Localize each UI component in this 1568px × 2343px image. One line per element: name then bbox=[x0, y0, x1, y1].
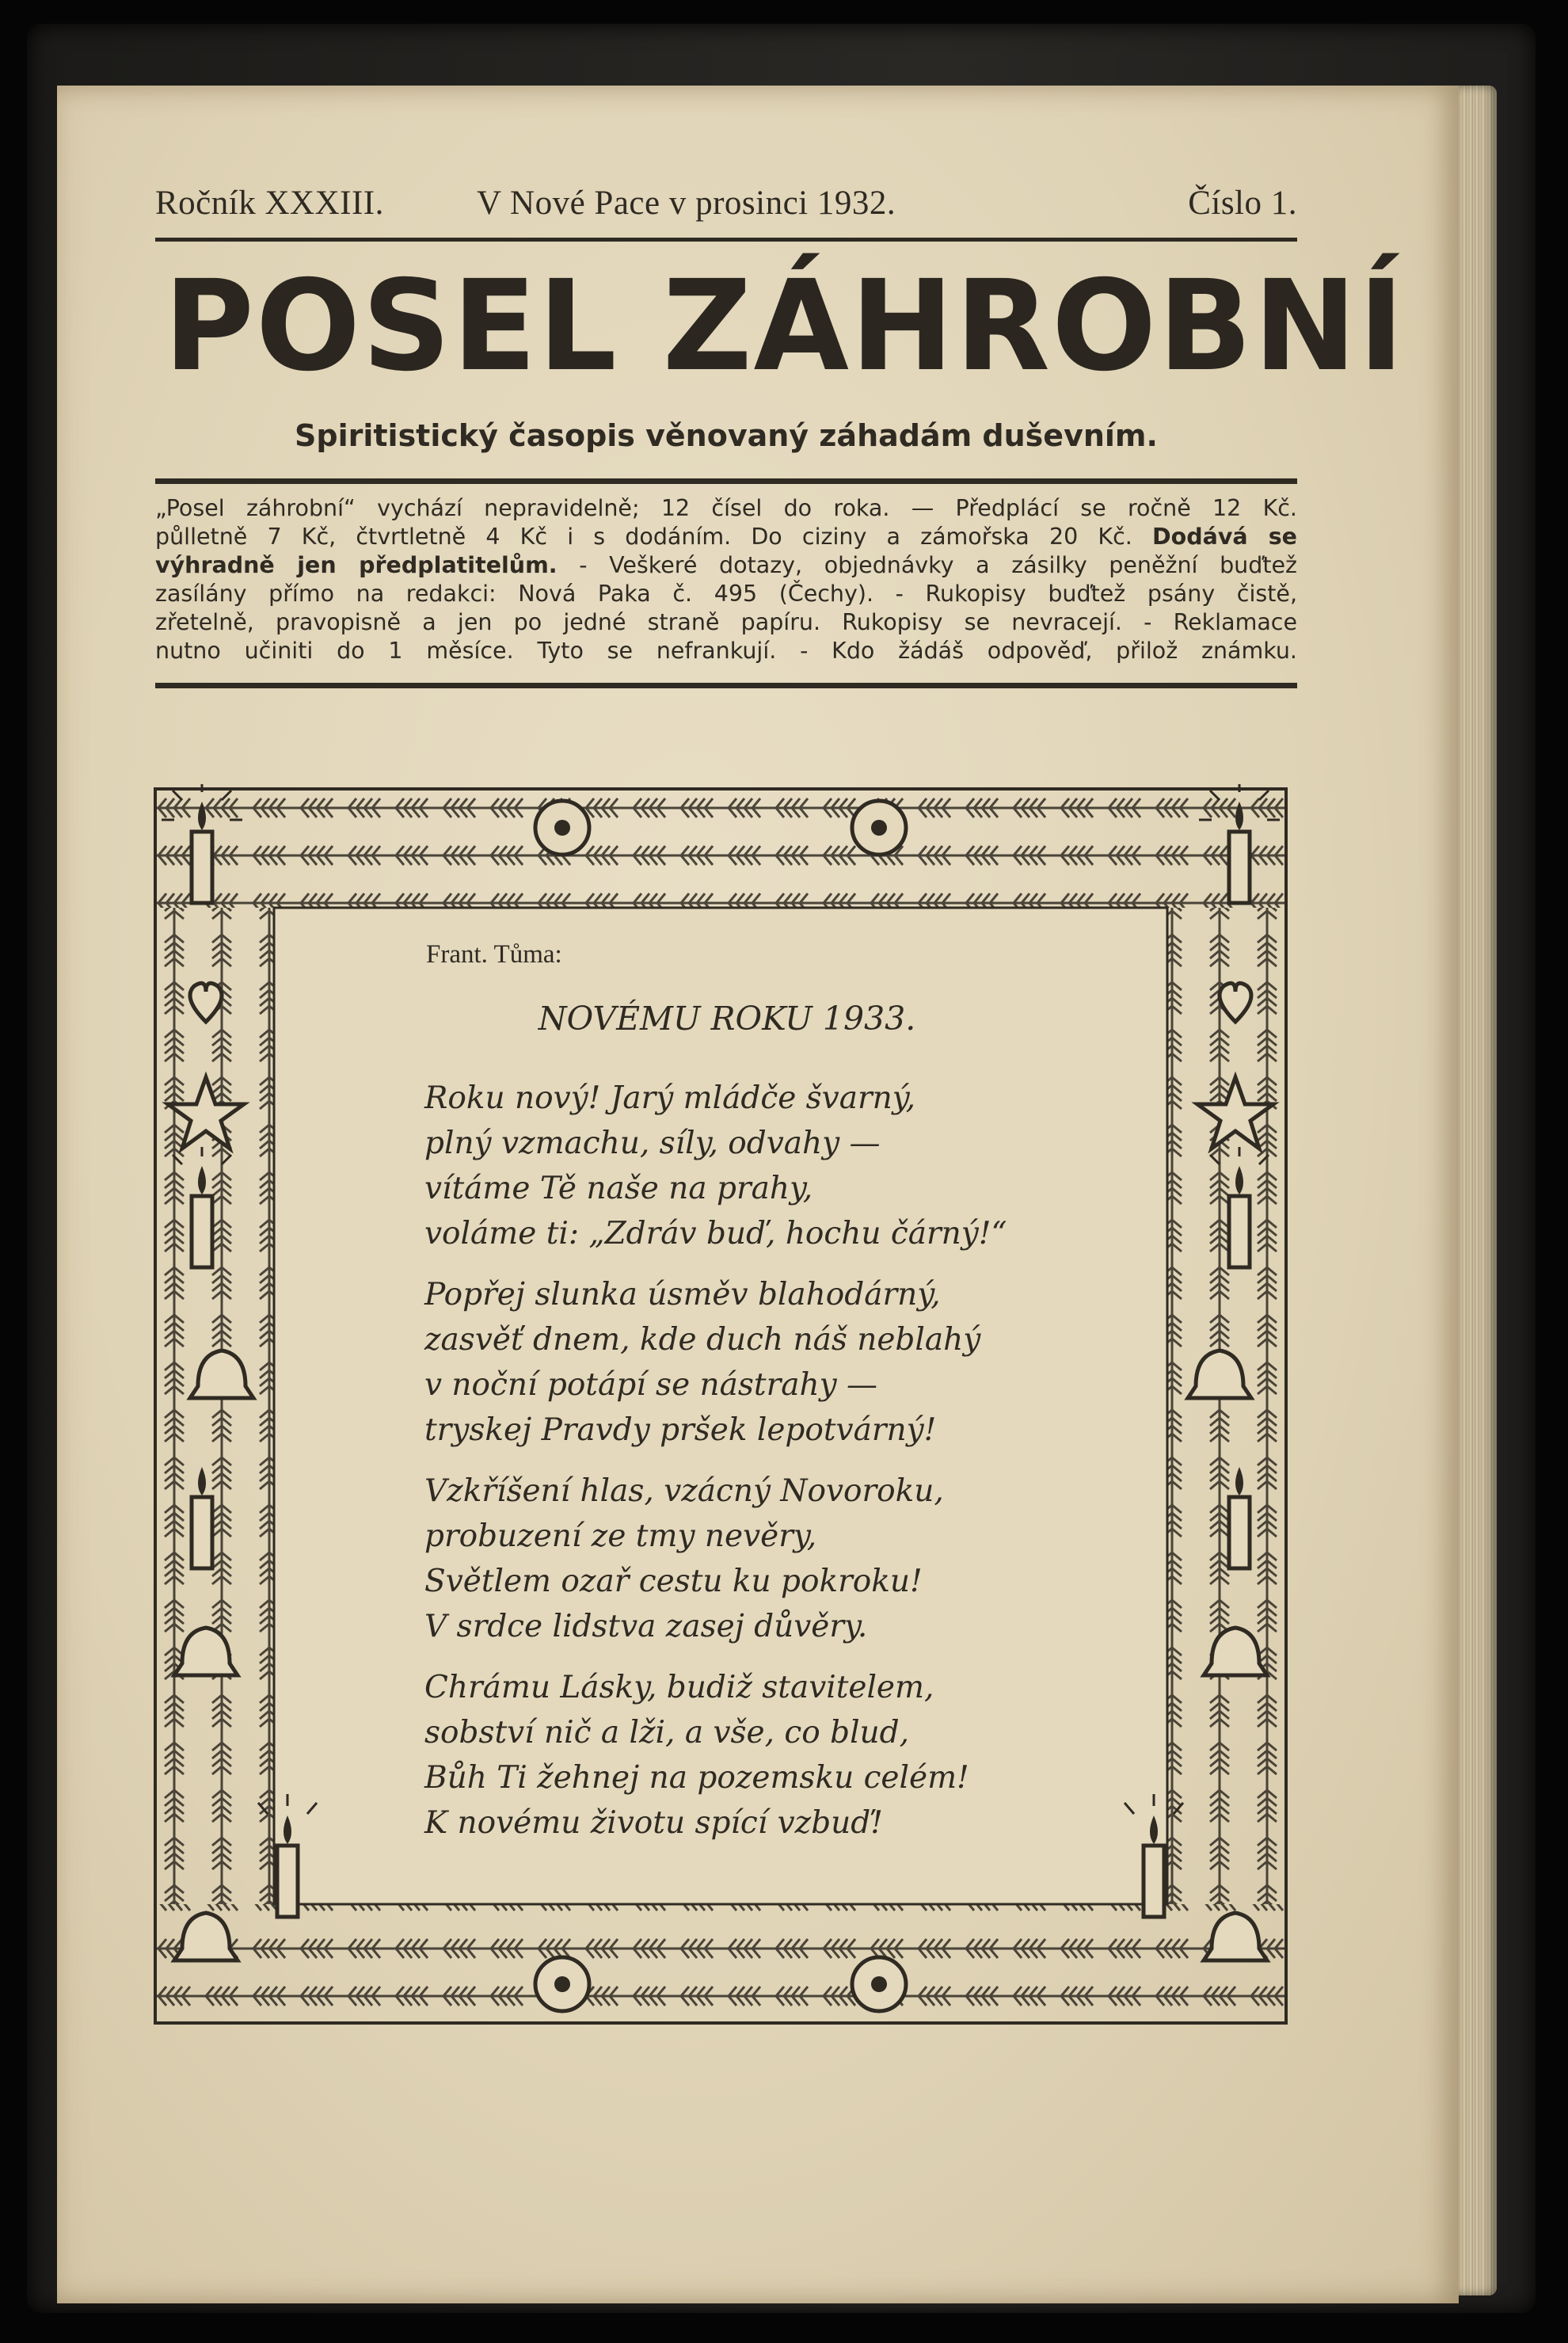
poem-line: v noční potápí se nástrahy — bbox=[424, 1367, 878, 1403]
notice-line: půlletně 7 Kč, čtvrtletně 4 Kč i s dodáním. Do ciziny a zámořska 20 Kč. Dodává se bbox=[155, 524, 1297, 550]
poem-title: NOVÉMU ROKU 1933. bbox=[538, 1000, 916, 1038]
poem-line: tryskej Pravdy pršek lepotvárný! bbox=[424, 1412, 937, 1448]
fir-garland-left bbox=[155, 908, 274, 1904]
candle-ornament bbox=[1229, 1196, 1250, 1267]
notice-line: zasílány přímo na redakci: Nová Paka č. 495 (Čechy). - Rukopisy buďtež psány čistě, bbox=[155, 581, 1297, 607]
candle-ornament bbox=[192, 832, 212, 903]
place-date-label: V Nové Pace v prosinci 1932. bbox=[477, 185, 896, 222]
notice-rule-bottom bbox=[155, 683, 1297, 688]
notice-rule-top bbox=[155, 478, 1297, 484]
poem-line: Světlem ozař cestu ku pokroku! bbox=[424, 1564, 923, 1599]
notice-line: výhradně jen předplatitelům. - Veškeré dotazy, objednávky a zásilky peněžní buďtež bbox=[155, 552, 1297, 578]
poem-stanza bbox=[424, 1272, 980, 1453]
poem-stanza bbox=[424, 1076, 1007, 1256]
poem-line: voláme ti: „Zdráv buď, hochu čárný!“ bbox=[424, 1216, 1007, 1252]
poem-line: Roku nový! Jarý mládče švarný, bbox=[424, 1080, 915, 1116]
issue-number-label: Číslo 1. bbox=[1188, 185, 1297, 222]
magazine-title: POSEL ZÁHROBNÍ bbox=[163, 253, 1406, 399]
poem-stanza bbox=[424, 1469, 944, 1649]
fir-garland-top bbox=[155, 789, 1286, 908]
candle-ornament bbox=[1229, 832, 1250, 903]
magazine-subtitle: Spiritistický časopis věnovaný záhadám duševním. bbox=[295, 418, 1158, 453]
poem-line: V srdce lidstva zasej důvěry. bbox=[424, 1609, 868, 1644]
candle-ornament bbox=[1144, 1846, 1164, 1917]
poem-line: vítáme Tě naše na prahy, bbox=[424, 1171, 813, 1206]
poem-line: sobství nič a lži, a vše, co blud, bbox=[424, 1715, 910, 1751]
poem-line: Popřej slunka úsměv blahodárný, bbox=[424, 1277, 941, 1312]
volume-label: Ročník XXXIII. bbox=[155, 185, 384, 222]
poem-stanza bbox=[424, 1665, 969, 1846]
fir-garland-bottom bbox=[155, 1904, 1286, 2023]
poem-line: Vzkříšení hlas, vzácný Novoroku, bbox=[424, 1473, 944, 1509]
notice-line: nutno učiniti do 1 měsíce. Tyto se nefrankují. - Kdo žádáš odpověď, přilož známku. bbox=[155, 638, 1297, 664]
candle-ornament bbox=[277, 1846, 298, 1917]
notice-line: zřetelně, pravopisně a jen po jedné straně papíru. Rukopisy se nevracejí. - Reklamace bbox=[155, 609, 1297, 635]
poem-line: Bůh Ti žehnej na pozemsku celém! bbox=[424, 1760, 969, 1796]
poem-line: K novému životu spící vzbuď! bbox=[424, 1805, 883, 1841]
masthead-rule-top bbox=[155, 238, 1297, 242]
poem-line: plný vzmachu, síly, odvahy — bbox=[424, 1126, 881, 1161]
candle-ornament bbox=[192, 1497, 212, 1568]
poem-author: Frant. Tůma: bbox=[426, 940, 562, 969]
candle-ornament bbox=[192, 1196, 212, 1267]
masthead-info-row bbox=[155, 184, 1297, 231]
poem-line: zasvěť dnem, kde duch náš neblahý bbox=[424, 1322, 981, 1358]
candle-ornament bbox=[1229, 1497, 1250, 1568]
subscription-notice bbox=[155, 494, 1297, 665]
poem-line: probuzení ze tmy nevěry, bbox=[424, 1518, 817, 1554]
notice-line: „Posel záhrobní“ vychází nepravidelně; 12 čísel do roka. — Předplácí se ročně 12 Kč. bbox=[155, 495, 1297, 521]
fir-garland-right bbox=[1167, 908, 1286, 1904]
poem-line: Chrámu Lásky, budiž stavitelem, bbox=[424, 1670, 934, 1705]
